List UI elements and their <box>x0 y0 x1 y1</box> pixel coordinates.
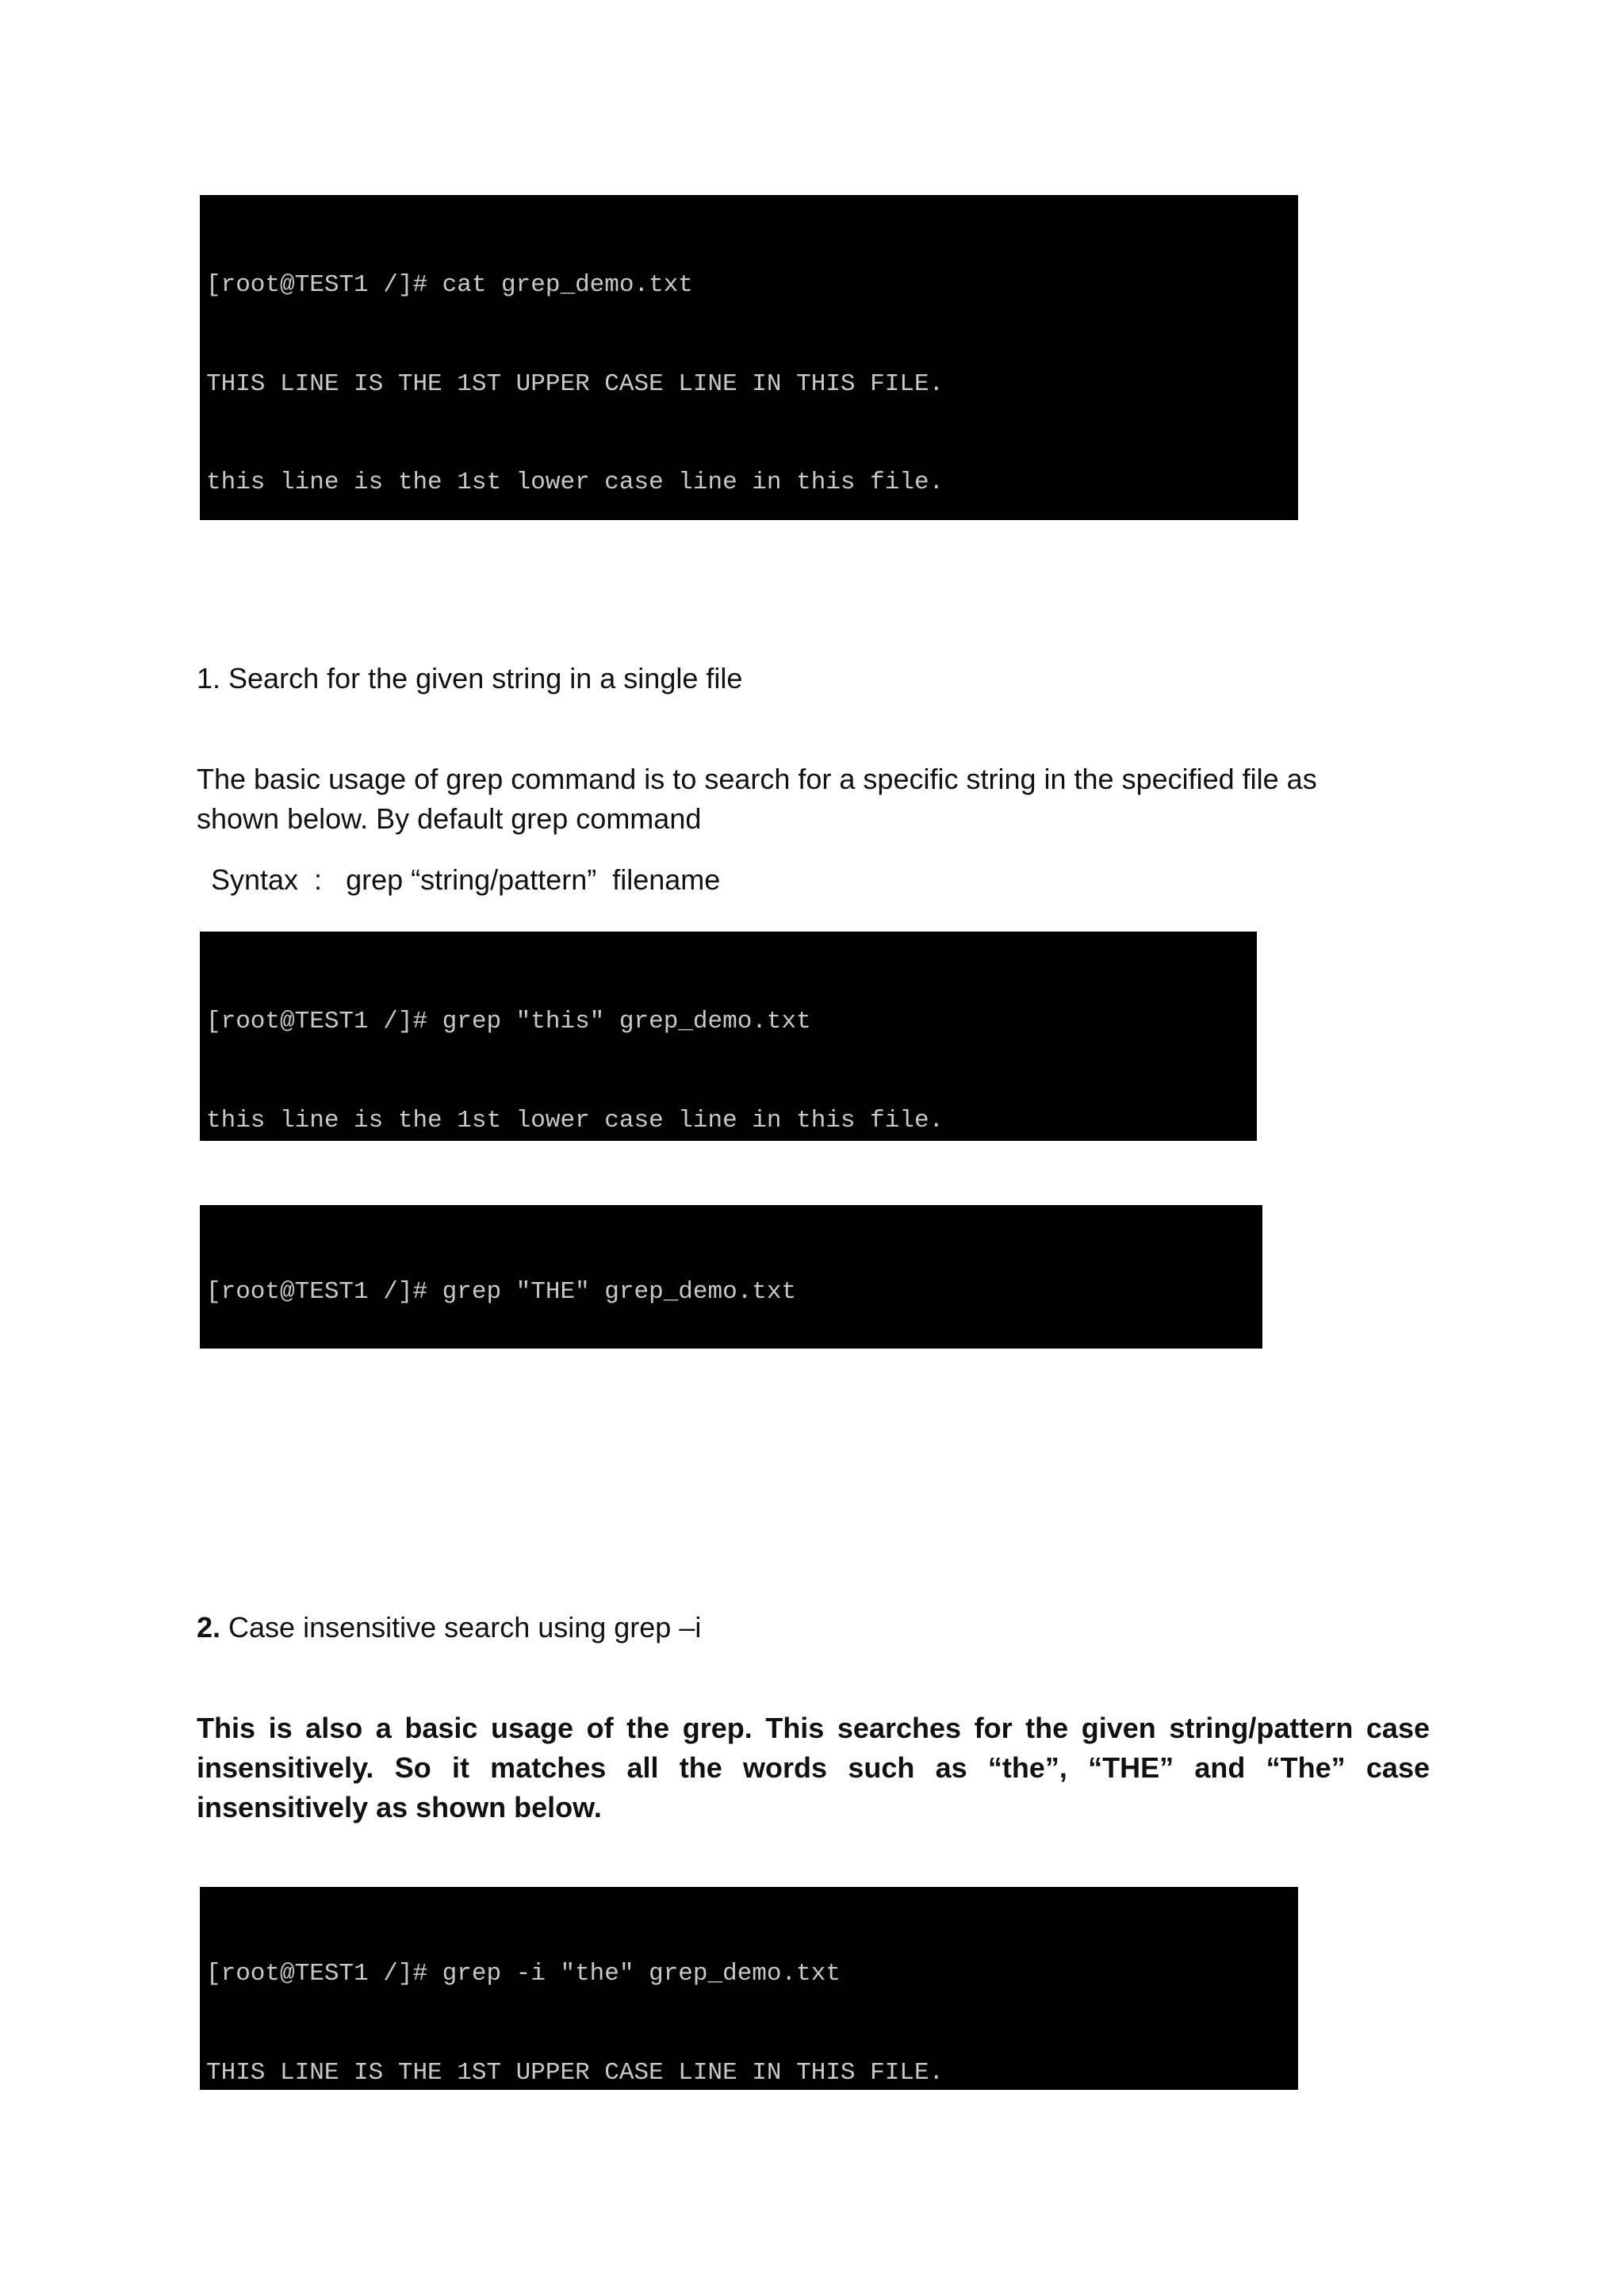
section2-number: 2. <box>197 1611 221 1644</box>
syntax-line: Syntax : grep “string/pattern” filename <box>211 863 721 896</box>
terminal-line: THIS LINE IS THE 1ST UPPER CASE LINE IN THIS FILE. <box>206 2058 944 2087</box>
terminal-line: THIS LINE IS THE 1ST UPPER CASE LINE IN THIS FILE. <box>206 369 944 398</box>
section2-heading <box>197 1608 701 1647</box>
terminal-line: [root@TEST1 /]# grep "THE" grep_demo.txt <box>206 1278 797 1306</box>
terminal-grep-this-output <box>200 932 1257 1141</box>
terminal-line: this line is the 1st lower case line in this file. <box>206 469 944 496</box>
terminal-line: [root@TEST1 /]# cat grep_demo.txt <box>206 271 693 299</box>
terminal-line: [root@TEST1 /]# grep -i "the" grep_demo.txt <box>206 1960 841 1988</box>
terminal-line: this line is the 1st lower case line in this file. <box>206 1106 944 1135</box>
terminal-grep-upper-output <box>200 1205 1262 1349</box>
section2-title: Case insensitive search using grep –i <box>220 1611 702 1644</box>
section1-paragraph: The basic usage of grep command is to search for a specific string in the specified file as shown below. By default grep command <box>197 763 1317 835</box>
terminal-grep-i-output <box>200 1887 1298 2090</box>
section1-heading: 1. Search for the given string in a single file <box>197 662 743 695</box>
terminal-cat-output <box>200 195 1298 520</box>
section2-paragraph: This is also a basic usage of the grep. This searches for the given string/pattern case insensitively. So it matches all the words such as “the”, “THE” and “The” case insensitively as shown below. <box>197 1712 1430 1823</box>
terminal-line: [root@TEST1 /]# grep "this" grep_demo.txt <box>206 1008 811 1035</box>
